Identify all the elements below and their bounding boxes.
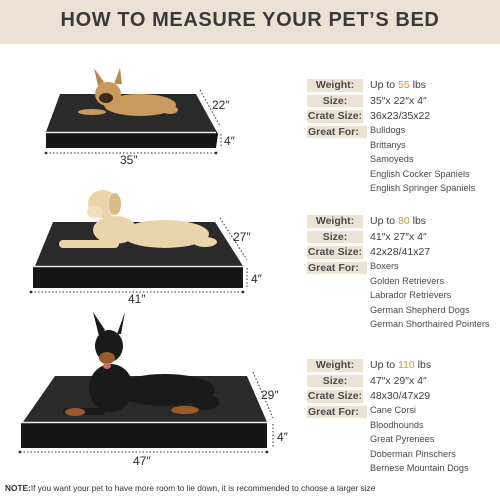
weight-value: Up to 80 lbs	[370, 215, 427, 227]
bed-medium-illustration	[25, 182, 300, 307]
bed-front	[46, 132, 216, 148]
bed-small-height: 4″	[224, 134, 235, 148]
weight-value: Up to 55 lbs	[370, 79, 427, 91]
breed-item: Labrador Retrievers	[370, 290, 452, 301]
bed-small-drawing	[40, 60, 300, 170]
breed-item: German Shepherd Dogs	[370, 304, 470, 315]
great-for-label: Great For:	[307, 126, 367, 139]
bed-medium-drawing	[25, 182, 300, 307]
size-label: Size:	[307, 95, 363, 108]
breed-item: Boxers	[370, 261, 399, 271]
note-text: If you want your pet to have more room to lie down, it is recommended to choose a larger size	[30, 483, 376, 493]
bed-medium-width: 41″	[128, 292, 146, 306]
size-label: Size:	[307, 375, 363, 388]
footer-note	[5, 483, 499, 493]
breed-item: German Shorthaired Pointers	[370, 319, 490, 330]
crate-value: 36x23/35x22	[370, 110, 431, 122]
page-title: HOW TO MEASURE YOUR PET’S BED	[60, 9, 440, 31]
breed-item: Doberman Pinschers	[370, 448, 456, 459]
bed-large-width: 47″	[133, 454, 151, 468]
bed-large-height: 4″	[277, 430, 288, 444]
size-row	[307, 230, 500, 246]
crate-value: 48x30/47x29	[370, 390, 431, 402]
specs-large	[307, 358, 500, 474]
breed-item: Bernese Mountain Dogs	[370, 463, 469, 474]
breed-item: Samoyeds	[370, 154, 414, 165]
weight-label: Weight:	[307, 215, 363, 228]
great-for-label: Great For:	[307, 406, 367, 419]
bed-small-illustration	[40, 60, 300, 170]
breed-item: Bulldogs	[370, 125, 406, 135]
weight-row	[307, 214, 500, 230]
header-banner	[0, 0, 500, 44]
great-for-label: Great For:	[307, 262, 367, 275]
specs-small	[307, 78, 500, 194]
size-row	[307, 374, 500, 390]
breed-item: English Cocker Spaniels	[370, 168, 470, 179]
weight-label: Weight:	[307, 359, 363, 372]
breed-list	[370, 123, 475, 196]
breed-item: Golden Retrievers	[370, 275, 445, 286]
bed-medium-depth: 27″	[233, 230, 251, 244]
bed-medium-height: 4″	[251, 272, 262, 286]
breed-list	[370, 403, 469, 476]
bed-large-depth: 29″	[261, 388, 279, 402]
weight-row	[307, 78, 500, 94]
size-value: 47″x 29″x 4″	[370, 374, 427, 387]
weight-row	[307, 358, 500, 374]
size-label: Size:	[307, 231, 363, 244]
size-row	[307, 94, 500, 110]
bed-small-depth: 22″	[212, 98, 230, 112]
breed-item: English Springer Spaniels	[370, 183, 476, 194]
weight-label: Weight:	[307, 79, 363, 92]
specs-medium	[307, 214, 500, 330]
weight-value: Up to 110 lbs	[370, 359, 432, 371]
breed-list	[370, 259, 490, 332]
bed-small-width: 35″	[120, 153, 138, 167]
crate-label: Crate Size:	[307, 390, 363, 402]
crate-label: Crate Size:	[307, 246, 363, 258]
size-value: 41″x 27″x 4″	[370, 230, 427, 243]
crate-value: 42x28/41x27	[370, 246, 431, 258]
bed-front	[21, 422, 267, 448]
bed-front	[33, 266, 243, 288]
breed-item: Brittanys	[370, 139, 406, 150]
note-prefix: NOTE:	[5, 483, 31, 493]
breed-item: Great Pyrenees	[370, 434, 435, 445]
breed-item: Bloodhounds	[370, 419, 424, 430]
size-value: 35″x 22″x 4″	[370, 94, 427, 107]
bed-large-illustration	[15, 310, 305, 470]
crate-label: Crate Size:	[307, 110, 363, 122]
breed-item: Cane Corsi	[370, 405, 416, 415]
